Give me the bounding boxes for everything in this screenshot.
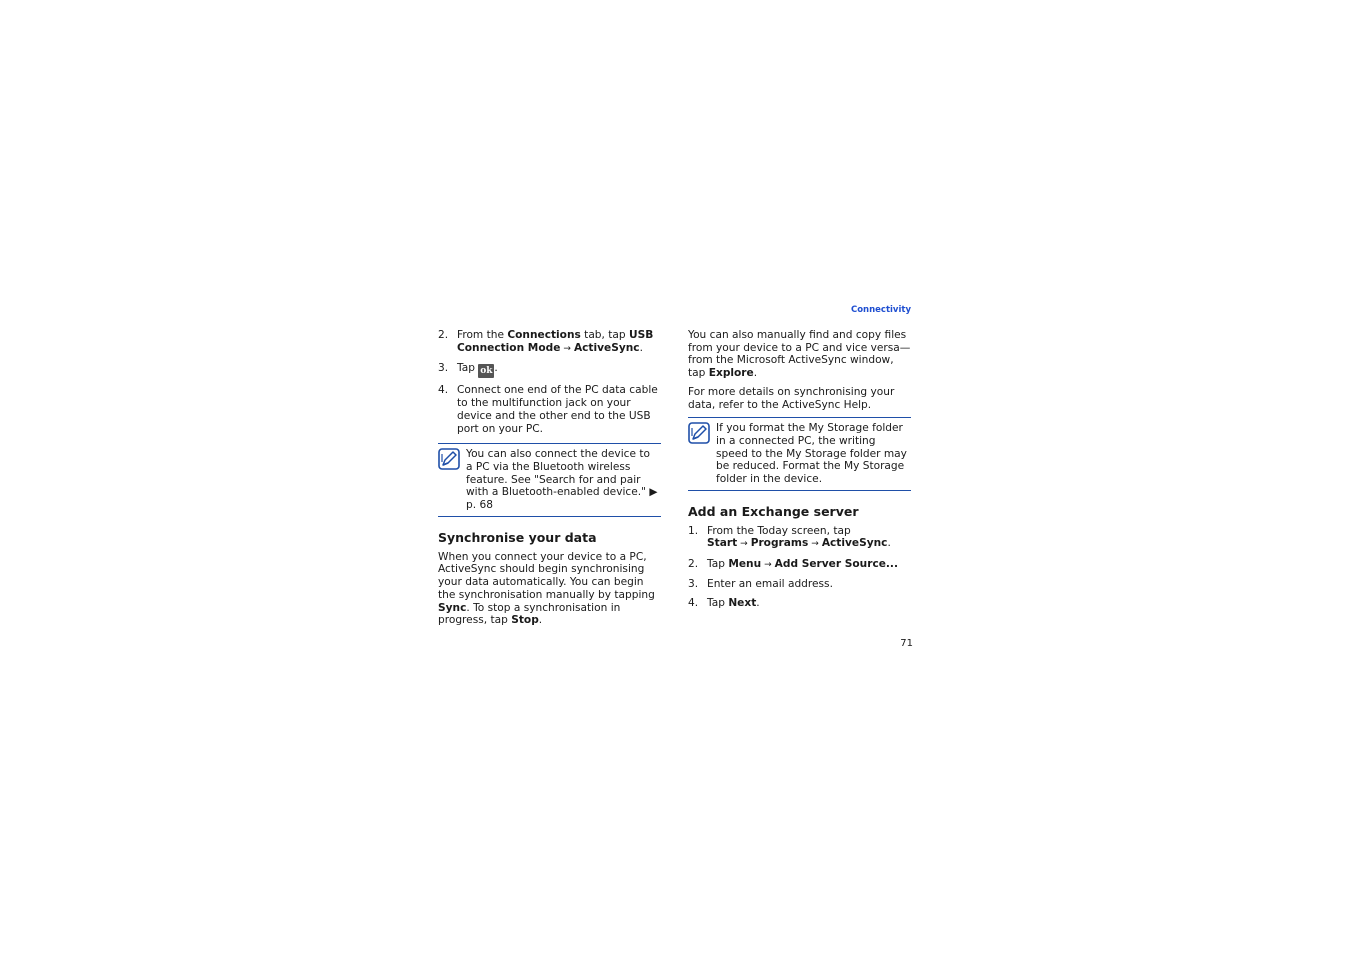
sync-term: Sync bbox=[438, 601, 467, 614]
left-column bbox=[438, 329, 661, 627]
stop-term: Stop bbox=[511, 614, 539, 627]
step-text: . bbox=[756, 597, 760, 610]
exchange-step-2 bbox=[688, 558, 911, 572]
paragraph-text: . To stop a synchronisation in progress, tap bbox=[438, 601, 621, 627]
step-number: 1. bbox=[688, 524, 699, 537]
step-number: 4. bbox=[688, 597, 699, 610]
step-text: Connect one end of the PC data cable to the multifunction jack on your device and the other end to the USB port on your PC. bbox=[457, 384, 658, 435]
step-text: . bbox=[494, 361, 498, 374]
page-number: 71 bbox=[900, 638, 913, 649]
note-body: If you format the My Storage folder in a connected PC, the writing speed to the My Storage folder may be reduced. Format the My Storage folder in the device. bbox=[716, 422, 907, 486]
step-2 bbox=[438, 329, 661, 355]
setup-steps-list bbox=[438, 329, 661, 435]
start-term: Start bbox=[707, 537, 738, 550]
note-body: You can also connect the device to a PC via the Bluetooth wireless feature. See "Search for and pair with a Bluetooth-enabled device." bbox=[466, 448, 650, 499]
step-text: Tap bbox=[707, 597, 729, 610]
note-text bbox=[466, 448, 659, 512]
programs-term: Programs bbox=[750, 537, 809, 550]
arrow-icon: → bbox=[764, 559, 772, 570]
next-term: Next bbox=[728, 597, 757, 610]
activesync-term: ActiveSync bbox=[821, 537, 888, 550]
exchange-step-4 bbox=[688, 597, 911, 610]
step-text: tab, tap bbox=[580, 329, 630, 341]
explore-term: Explore bbox=[708, 367, 754, 380]
page-ref-arrow-icon: ▶ bbox=[649, 486, 658, 499]
exchange-section-heading: Add an Exchange server bbox=[688, 503, 859, 519]
step-text: Enter an email address. bbox=[707, 577, 833, 590]
menu-term: Menu bbox=[728, 557, 762, 570]
sync-section-heading: Synchronise your data bbox=[438, 529, 597, 545]
activesync-term: ActiveSync bbox=[573, 341, 640, 354]
note-pencil-icon bbox=[688, 422, 710, 444]
right-column bbox=[688, 329, 911, 616]
exchange-step-3 bbox=[688, 578, 911, 591]
arrow-icon: → bbox=[563, 343, 571, 354]
page-reference: p. 68 bbox=[466, 499, 493, 512]
step-3 bbox=[438, 362, 661, 378]
arrow-icon: → bbox=[811, 539, 819, 550]
ok-button-icon: ok bbox=[480, 365, 493, 376]
step-number: 3. bbox=[688, 577, 699, 590]
step-number: 3. bbox=[438, 361, 449, 374]
step-text: Tap bbox=[707, 557, 729, 570]
paragraph-text: . bbox=[753, 367, 758, 380]
explore-paragraph bbox=[688, 329, 911, 380]
exchange-steps-list bbox=[688, 525, 911, 610]
arrow-icon: → bbox=[740, 539, 748, 550]
storage-format-note bbox=[688, 417, 911, 491]
bluetooth-note bbox=[438, 443, 661, 517]
sync-paragraph bbox=[438, 551, 661, 627]
step-number: 2. bbox=[688, 557, 699, 570]
note-pencil-icon bbox=[438, 448, 460, 470]
step-number: 4. bbox=[438, 384, 449, 397]
usb-connection-mode-term: USB Connection Mode bbox=[457, 329, 654, 354]
connections-tab-term: Connections bbox=[507, 329, 581, 341]
step-4 bbox=[438, 384, 661, 435]
help-paragraph: For more details on synchronising your data, refer to the ActiveSync Help. bbox=[688, 385, 895, 411]
section-header: Connectivity bbox=[850, 305, 911, 315]
exchange-step-1 bbox=[688, 525, 911, 551]
step-text: . bbox=[887, 537, 891, 550]
step-text: . bbox=[639, 341, 643, 354]
step-text: From the bbox=[457, 329, 508, 341]
add-server-source-term: Add Server Source... bbox=[774, 557, 898, 570]
step-text: Tap bbox=[457, 361, 479, 374]
paragraph-text: You can also manually find and copy files from your device to a PC and vice versa—from the Microsoft ActiveSync window, tap bbox=[688, 329, 911, 380]
step-number: 2. bbox=[438, 329, 449, 341]
paragraph-text: When you connect your device to a PC, ActiveSync should begin synchronising your data automatically. You can begin the synchronisation manually by tapping bbox=[438, 550, 655, 601]
step-text: From the Today screen, tap bbox=[707, 524, 851, 537]
paragraph-text: . bbox=[538, 614, 543, 627]
